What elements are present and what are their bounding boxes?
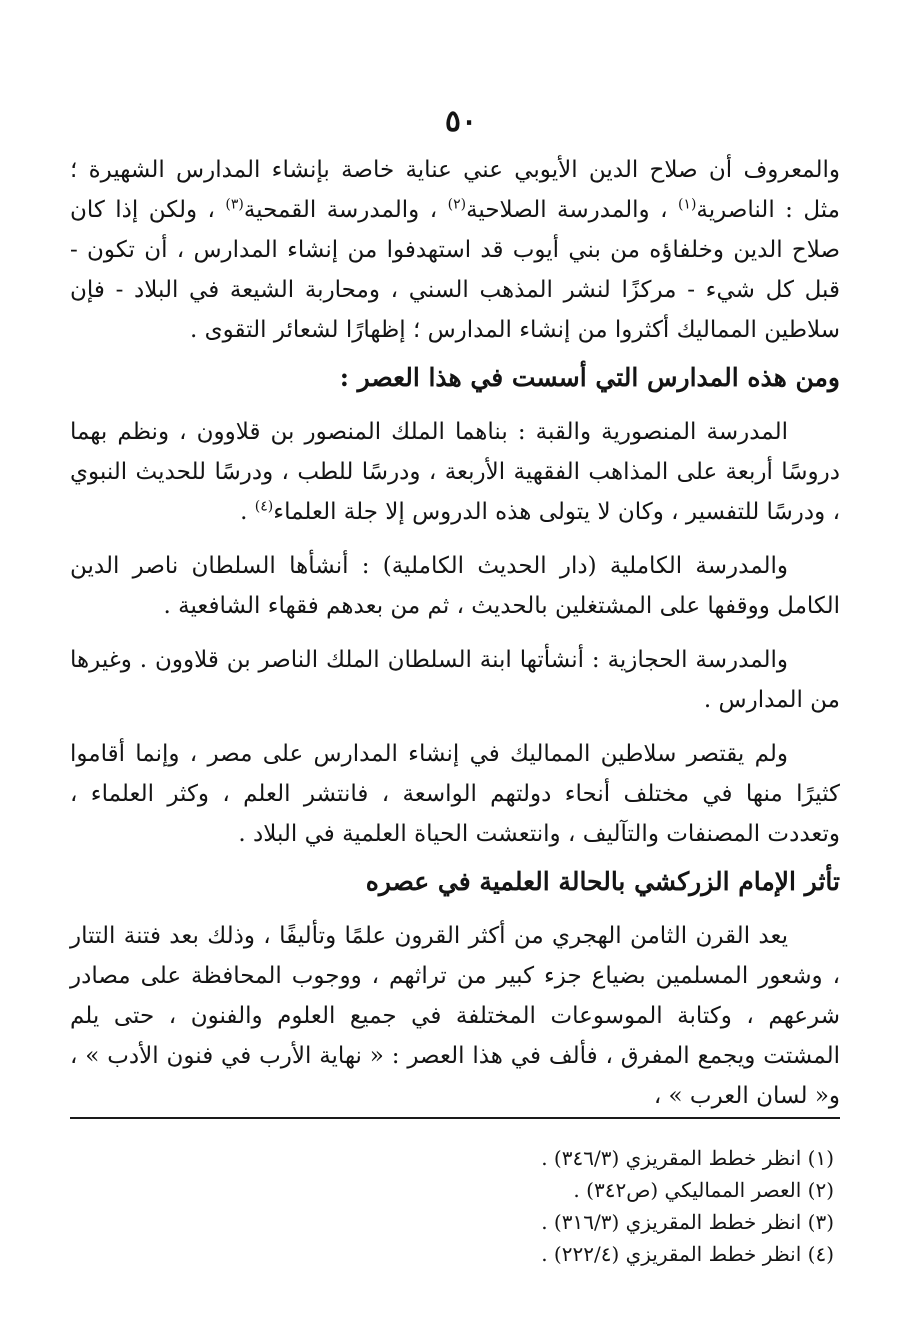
section-heading-schools: ومن هذه المدارس التي أسست في هذا العصر :: [339, 363, 840, 392]
footnote-ref-3: (٣): [225, 196, 244, 213]
section-heading-zarkashi: تأثر الإمام الزركشي بالحالة العلمية في عصره: [365, 867, 840, 896]
footnote-separator: [70, 1117, 840, 1119]
paragraph-eighth-century: يعد القرن الثامن الهجري من أكثر القرون علمًا وتأليفًا ، وذلك بعد فتنة التتار ، وشعور المسلمين بضياع جزء كبير من تراثهم ، ووجوب المحافظة على مصادر شرعهم ، وكتابة الموسوعات المختلفة في جميع العلوم والفنون ، حتى يلم المشتت ويجمع المفرق ، فألف في هذا العصر : « نهاية الأرب في فنون الأدب » ، و« لسان العرب » ،: [70, 923, 840, 1109]
paragraph-mamluk-schools: ولم يقتصر سلاطين المماليك في إنشاء المدارس على مصر ، وإنما أقاموا كثيرًا منها في مختلف أنحاء دولتهم الواسعة ، فانتشر العلم ، وكثر العلماء ، وتعددت المصنفات والتآليف ، وانتعشت الحياة العلمية في البلاد .: [70, 741, 840, 847]
footnote-ref-2: (٢): [447, 196, 467, 213]
footnotes: [414, 1142, 834, 1270]
paragraph-hijaziya: والمدرسة الحجازية : أنشأتها ابنة السلطان الملك الناصر بن قلاوون . وغيرها من المدارس .: [70, 647, 840, 713]
page-number: ٥٠: [444, 104, 478, 139]
footnote-ref-1: (١): [677, 196, 697, 213]
footnote-3: (٣) انظر خطط المقريزي (٣١٦/٣) .: [541, 1210, 834, 1234]
footnote-ref-4: (٤): [254, 498, 274, 515]
footnote-1: (١) انظر خطط المقريزي (٣٤٦/٣) .: [541, 1146, 834, 1170]
paragraph-1: والمعروف أن صلاح الدين الأيوبي عني عناية خاصة بإنشاء المدارس الشهيرة ؛ مثل : الناصرية$^{(١)}$ ، والمدرسة الصلاحية$^{(٢)}$ ، والمدرسة القمحية$^{(٣)}$ ، ولكن إذا كان صلاح الدين وخلفاؤه من بني أيوب قد استهدفوا من إنشاء المدارس ، أن تكون - قبل كل شيء - مركزًا لنشر المذهب السني ، ومحاربة الشيعة في البلاد - فإن سلاطين المماليك أكثروا من إنشاء المدارس ؛ إظهارًا لشعائر التقوى .: [70, 157, 840, 343]
paragraph-mansuriya: المدرسة المنصورية والقبة : بناهما الملك المنصور بن قلاوون ، ونظم بهما دروسًا أربعة على المذاهب الفقهية الأربعة ، ودرسًا للطب ، ودرسًا للحديث النبوي ، ودرسًا للتفسير ، وكان لا يتولى هذه الدروس إلا جلة العلماء$^{(٤)}$ .: [70, 419, 840, 525]
footnote-2: (٢) العصر المماليكي (ص٣٤٢) .: [573, 1178, 834, 1202]
footnote-4: (٤) انظر خطط المقريزي (٢٢٢/٤) .: [541, 1242, 834, 1266]
main-text: [70, 150, 840, 1116]
paragraph-kamiliya: والمدرسة الكاملية (دار الحديث الكاملية) : أنشأها السلطان ناصر الدين الكامل ووقفها على المشتغلين بالحديث ، ثم من بعدهم فقهاء الشافعية .: [70, 553, 840, 619]
